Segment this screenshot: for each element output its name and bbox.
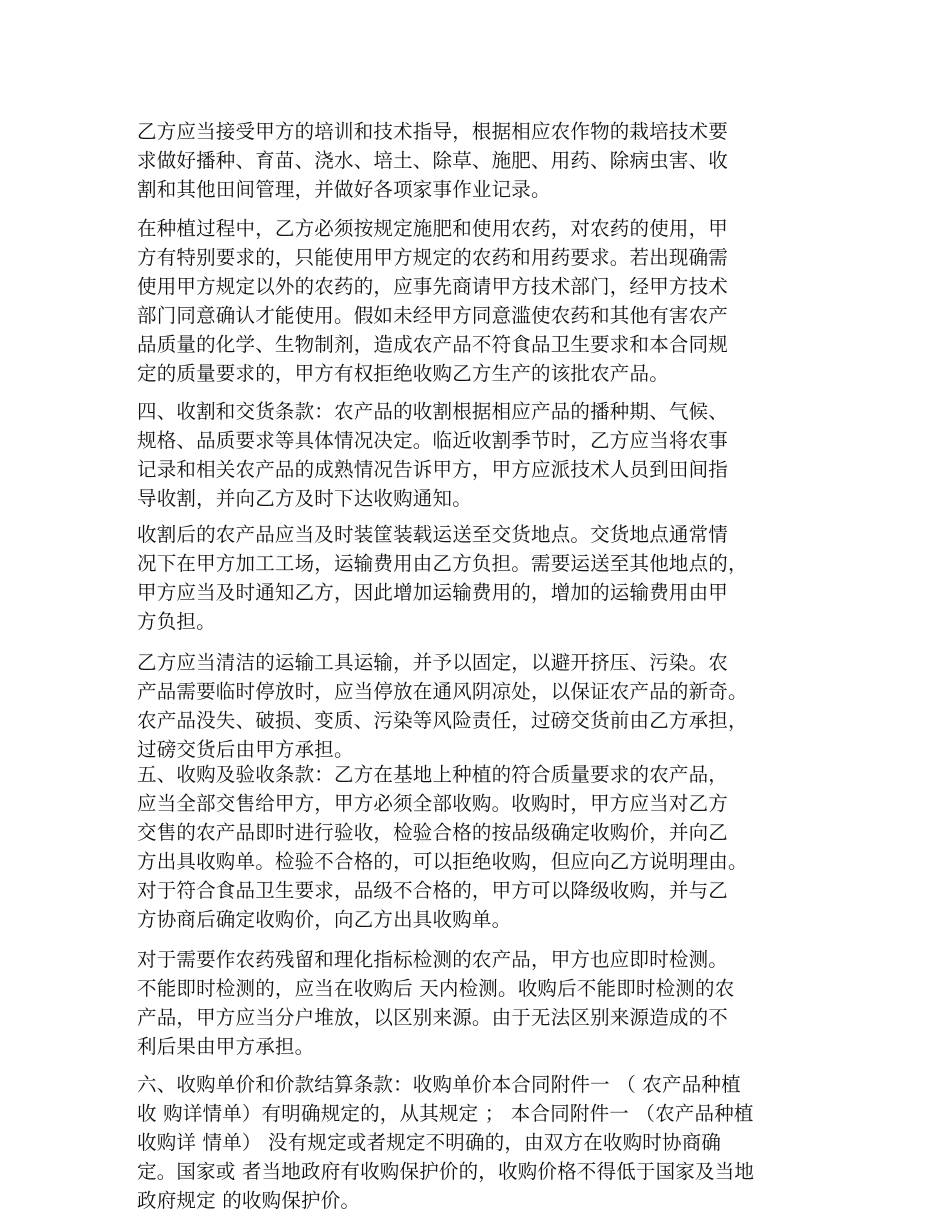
text-line: 利后果由甲方承担。: [137, 1035, 315, 1058]
text-line: 对于符合食品卫生要求，品级不合格的，甲方可以降级收购，并与乙: [137, 879, 729, 902]
paragraph-price-settlement: [137, 1070, 817, 1215]
text-line: 况下在甲方加工工场，运输费用由乙方负担。需要运送至其他地点的，: [137, 552, 748, 575]
paragraph-pesticide: [137, 214, 817, 388]
text-line: 在种植过程中，乙方必须按规定施肥和使用农药，对农药的使用，甲: [137, 217, 729, 240]
text-line: 方协商后确定收购价，向乙方出具收购单。: [137, 908, 512, 931]
text-line: 部门同意确认才能使用。假如未经甲方同意滥使农药和其他有害农产: [137, 304, 729, 327]
text-line: 六、收购单价和价款结算条款：收购单价本合同附件一 （ 农产品种植: [137, 1073, 741, 1096]
text-line: 交售的农产品即时进行验收，检验合格的按品级确定收购价，并向乙: [137, 821, 729, 844]
text-line: 应当全部交售给甲方，甲方必须全部收购。收购时，甲方应当对乙方: [137, 792, 729, 815]
text-line: 定。国家或 者当地政府有收购保护价的，收购价格不得低于国家及当地: [137, 1160, 755, 1183]
text-line: 产品需要临时停放时，应当停放在通风阴凉处，以保证农产品的新奇。: [137, 680, 748, 703]
text-line: 产品，甲方应当分户堆放，以区别来源。由于无法区别来源造成的不: [137, 1006, 729, 1029]
text-line: 方负担。: [137, 610, 216, 633]
text-line: 割和其他田间管理，并做好各项家事作业记录。: [137, 178, 551, 201]
text-line: 方有特别要求的，只能使用甲方规定的农药和用药要求。若出现确需: [137, 246, 729, 269]
text-line: 方出具收购单。检验不合格的，可以拒绝收购，但应向乙方说明理由。: [137, 850, 748, 873]
text-line: 甲方应当及时通知乙方，因此增加运输费用的，增加的运输费用由甲: [137, 581, 729, 604]
text-line: 规格、品质要求等具体情况决定。临近收割季节时，乙方应当将农事: [137, 429, 729, 452]
text-line: 对于需要作农药残留和理化指标检测的农产品，甲方也应即时检测。: [137, 948, 729, 971]
text-line: 不能即时检测的，应当在收购后 天内检测。收购后不能即时检测的农: [137, 977, 735, 1000]
text-line: 收割后的农产品应当及时装筐装载运送至交货地点。交货地点通常情: [137, 523, 729, 546]
text-line: 过磅交货后由甲方承担。: [137, 738, 354, 761]
paragraph-residue-testing: [137, 945, 817, 1061]
text-line: 农产品没失、破损、变质、污染等风险责任，过磅交货前由乙方承担，: [137, 709, 748, 732]
text-line: 收购详 情单） 没有规定或者规定不明确的，由双方在收购时协商确: [137, 1131, 722, 1154]
paragraph-harvest-delivery: [137, 397, 817, 513]
text-line: 记录和相关农产品的成熟情况告诉甲方，甲方应派技术人员到田间指: [137, 458, 729, 481]
paragraph-transport: [137, 520, 817, 636]
text-line: 使用甲方规定以外的农药的，应事先商请甲方技术部门，经甲方技术: [137, 275, 729, 298]
text-line: 收 购详情单）有明确规定的，从其规定 ； 本合同附件一 （农产品种植: [137, 1102, 754, 1125]
text-line: 乙方应当清洁的运输工具运输，并予以固定，以避开挤压、污染。农: [137, 651, 729, 674]
text-line: 品质量的化学、生物制剂，造成农产品不符食品卫生要求和本合同规: [137, 333, 729, 356]
text-line: 乙方应当接受甲方的培训和技术指导，根据相应农作物的栽培技术要: [137, 120, 729, 143]
text-line: 四、收割和交货条款：农产品的收割根据相应产品的播种期、气候、: [137, 400, 729, 423]
text-line: 求做好播种、育苗、浇水、培土、除草、施肥、用药、除病虫害、收: [137, 149, 729, 172]
paragraph-storage-risk: [137, 648, 817, 764]
text-line: 五、收购及验收条款：乙方在基地上种植的符合质量要求的农产品，: [137, 763, 729, 786]
text-line: 政府规定 的收购保护价。: [137, 1189, 361, 1212]
text-line: 导收割，并向乙方及时下达收购通知。: [137, 487, 472, 510]
paragraph-purchase-inspection: [137, 760, 817, 934]
text-line: 定的质量要求的，甲方有权拒绝收购乙方生产的该批农产品。: [137, 362, 669, 385]
paragraph-training: [137, 117, 817, 204]
